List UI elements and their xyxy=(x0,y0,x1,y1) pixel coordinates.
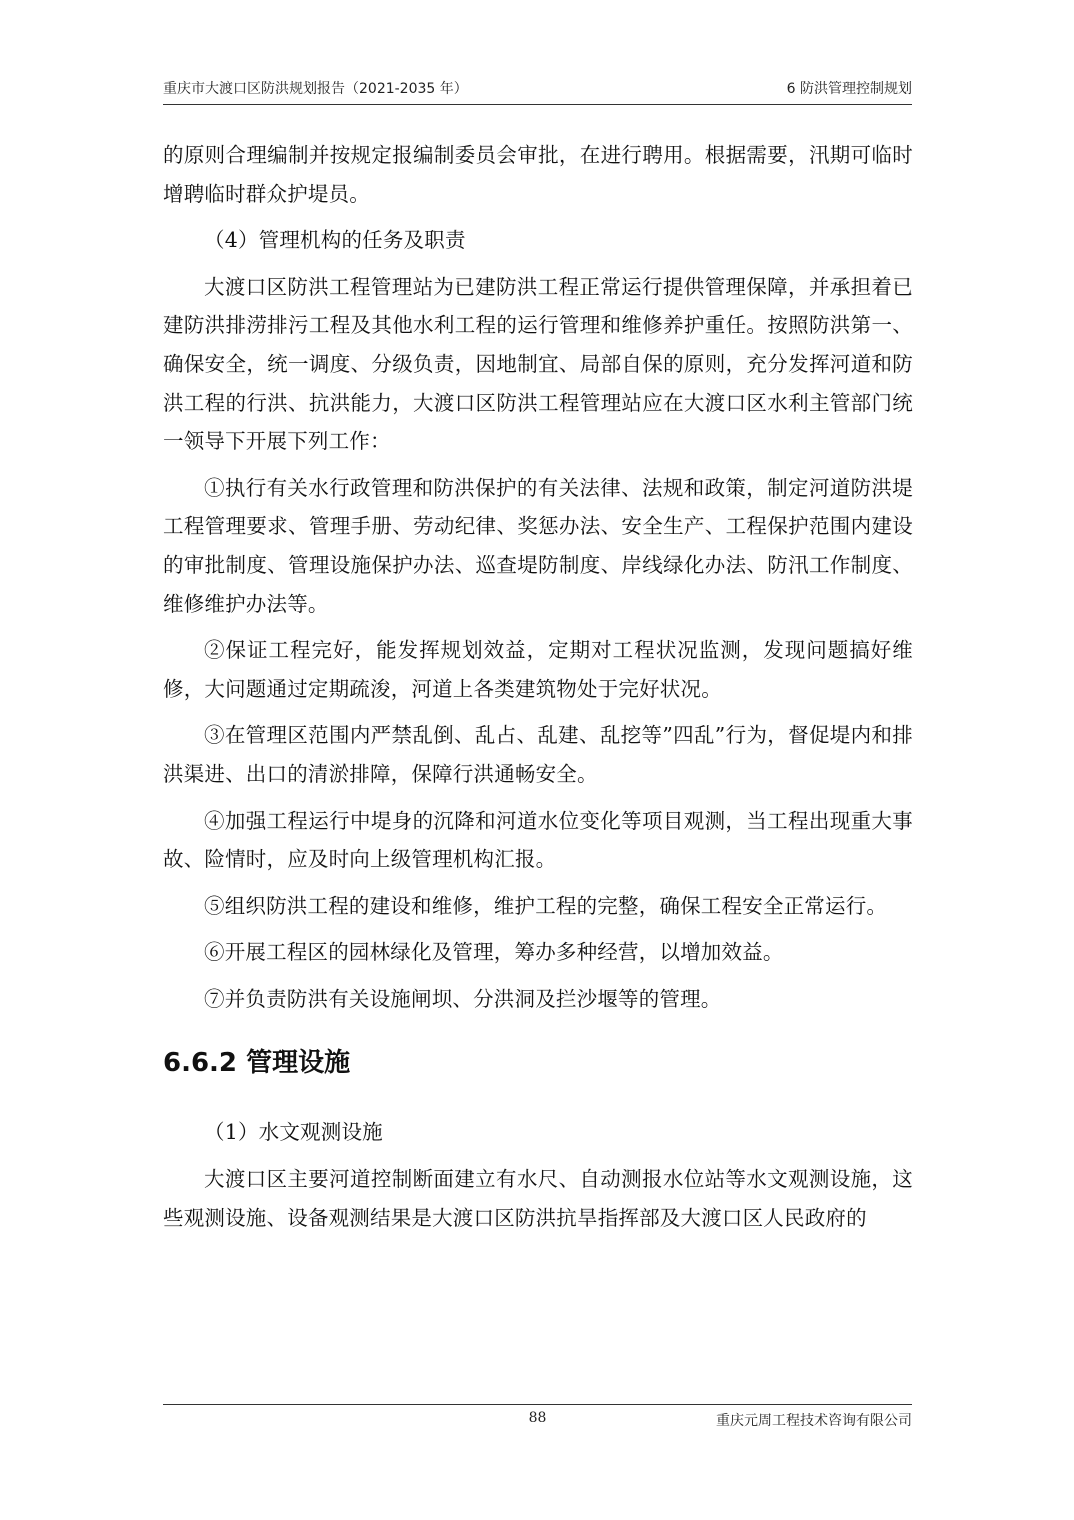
paragraph-management-station: 大渡口区防洪工程管理站为已建防洪工程正常运行提供管理保障，并承担着已建防洪排涝排污工程及其他水利工程的运行管理和维修养护重任。按照防洪第一、确保安全，统一调度、分级负责，因地制宜、局部自保的原则，充分发挥河道和防洪工程的行洪、抗洪能力，大渡口区防洪工程管理站应在大渡口区水利主管部门统一领导下开展下列工作： xyxy=(163,274,913,454)
list-item-2: ②保证工程完好，能发挥规划效益，定期对工程状况监测，发现问题搞好维修，大问题通过定期疏浚，河道上各类建筑物处于完好状况。 xyxy=(163,638,913,701)
paragraph-continuation: 的原则合理编制并按规定报编制委员会审批，在进行聘用。根据需要，汛期可临时增聘临时群众护堤员。 xyxy=(163,143,913,206)
header-chapter-title: 6 防洪管理控制规划 xyxy=(786,81,912,97)
page-header xyxy=(163,78,912,105)
body-text xyxy=(163,136,913,1245)
page-footer xyxy=(163,1404,912,1435)
header-report-title: 重庆市大渡口区防洪规划报告（2021-2035 年） xyxy=(163,81,468,97)
page-number: 88 xyxy=(528,1410,547,1426)
paragraph-hydrology: 大渡口区主要河道控制断面建立有水尺、自动测报水位站等水文观测设施，这些观测设施、设备观测结果是大渡口区防洪抗旱指挥部及大渡口区人民政府的 xyxy=(163,1167,913,1230)
subheading-hydrology-facilities: （1）水文观测设施 xyxy=(204,1120,383,1145)
list-item-4: ④加强工程运行中堤身的沉降和河道水位变化等项目观测，当工程出现重大事故、险情时，应及时向上级管理机构汇报。 xyxy=(163,808,913,872)
list-item-3: ③在管理区范围内严禁乱倒、乱占、乱建、乱挖等”四乱”行为，督促堤内和排洪渠进、出口的清淤排障，保障行洪通畅安全。 xyxy=(163,723,913,786)
list-item-6: ⑥开展工程区的园林绿化及管理，筹办多种经营，以增加效益。 xyxy=(204,940,784,965)
list-item-5: ⑤组织防洪工程的建设和维修，维护工程的完整，确保工程安全正常运行。 xyxy=(204,893,888,918)
list-item-1: ①执行有关水行政管理和防洪保护的有关法律、法规和政策，制定河道防洪堤工程管理要求、管理手册、劳动纪律、奖惩办法、安全生产、工程保护范围内建设的审批制度、管理设施保护办法、巡查堤防制度、岸线绿化办法、防汛工作制度、维修维护办法等。 xyxy=(163,475,913,616)
company-name: 重庆元周工程技术咨询有限公司 xyxy=(716,1413,912,1429)
subheading-management-tasks: （4）管理机构的任务及职责 xyxy=(204,228,466,253)
section-heading: 6.6.2 管理设施 xyxy=(163,1048,351,1079)
list-item-7: ⑦并负责防洪有关设施闸坝、分洪洞及拦沙堰等的管理。 xyxy=(204,986,722,1011)
